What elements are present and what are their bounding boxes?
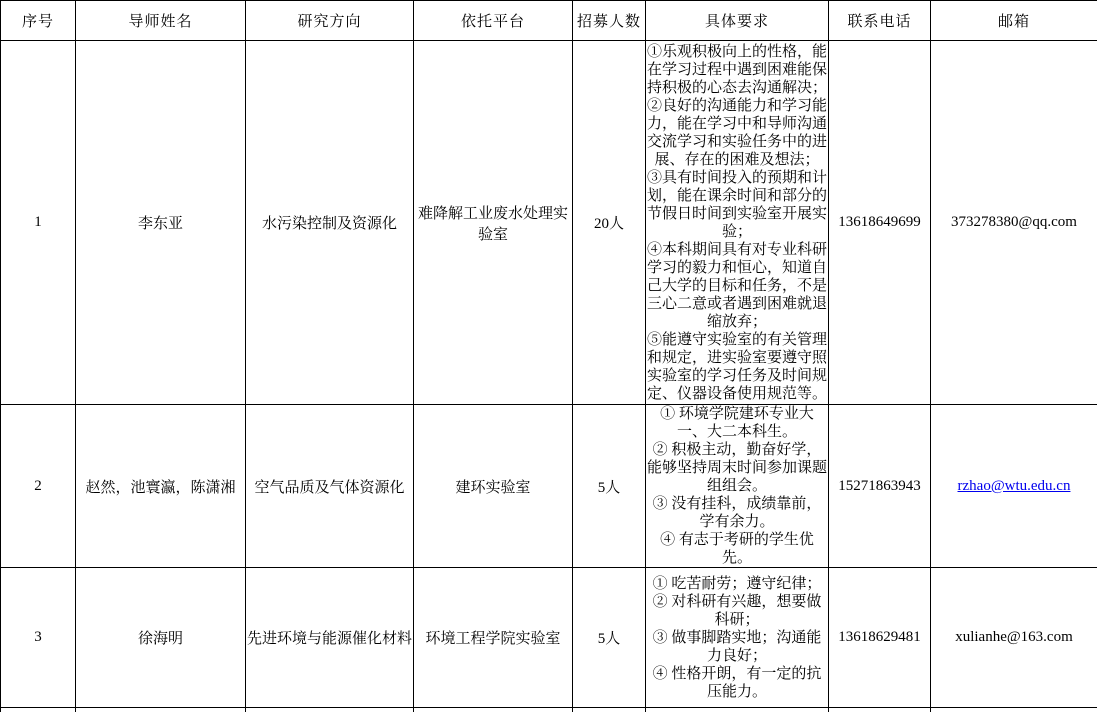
requirement-item: ① 环境学院建环专业大一、大二本科生。: [660, 406, 814, 440]
header-email: 邮箱: [931, 1, 1097, 41]
requirement-item: ①乐观积极向上的性格，能在学习过程中遇到困难能保持积极的心态去沟通解决；: [646, 43, 827, 96]
header-index: 序号: [1, 1, 76, 41]
cell-platform: 环境工程学院实验室: [414, 568, 573, 708]
cell-index: 2: [1, 405, 76, 568]
requirement-item: ③ 做事脚踏实地；沟通能力良好；: [652, 629, 822, 664]
requirement-item: ① 吃苦耐劳；遵守纪律；: [652, 575, 822, 592]
requirement-item: ④本科期间具有对专业科研学习的毅力和恒心，知道自己大学的目标和任务，不是三心二意或者遇到困难就退缩放弃；: [646, 241, 827, 330]
cell-phone: 15271863943: [829, 405, 931, 568]
partial-next-row: [1, 708, 1097, 712]
requirement-item: ③ 没有挂科，成绩靠前，学有余力。: [652, 496, 822, 530]
email-link[interactable]: rzhao@wtu.edu.cn: [957, 477, 1071, 494]
cell-index: 3: [1, 568, 76, 708]
cell-mentor-name: 赵然，池寰瀛，陈潇湘: [76, 405, 246, 568]
requirement-item: ③具有时间投入的预期和计划，能在课余时间和部分的节假日时间到实验室开展实验；: [646, 169, 827, 240]
cell-phone: 13618629481: [829, 568, 931, 708]
requirement-item: ② 积极主动，勤奋好学，能够坚持周末时间参加课题组组会。: [646, 442, 827, 494]
table-row: [1, 405, 1097, 568]
cell-email: [931, 405, 1097, 568]
cell-platform: 建环实验室: [414, 405, 573, 568]
cell-research-direction: 空气品质及气体资源化: [246, 405, 414, 568]
cell-quota: 20人: [573, 41, 646, 405]
requirement-item: ④ 性格开朗，有一定的抗压能力。: [652, 665, 822, 700]
cell-mentor-name: 徐海明: [76, 568, 246, 708]
header-phone: 联系电话: [829, 1, 931, 41]
cell-phone: 13618649699: [829, 41, 931, 405]
table-row: [1, 41, 1097, 405]
cell-quota: 5人: [573, 405, 646, 568]
header-requirements: 具体要求: [646, 1, 829, 41]
cell-index: 1: [1, 41, 76, 405]
cell-requirements: [646, 41, 829, 405]
cell-research-direction: 先进环境与能源催化材料: [246, 568, 414, 708]
cell-quota: 5人: [573, 568, 646, 708]
requirement-item: ⑤能遵守实验室的有关管理和规定，进实验室要遵守照实验室的学习任务及时间规定、仪器设备使用规范等。: [646, 331, 827, 402]
cell-email: [931, 41, 1097, 405]
cell-platform: 难降解工业废水处理实验室: [414, 41, 573, 405]
requirement-item: ② 对科研有兴趣，想要做科研；: [652, 593, 822, 628]
requirement-item: ④ 有志于考研的学生优先。: [660, 532, 814, 566]
header-quota: 招募人数: [573, 1, 646, 41]
cell-research-direction: 水污染控制及资源化: [246, 41, 414, 405]
table-row: [1, 568, 1097, 708]
cell-mentor-name: 李东亚: [76, 41, 246, 405]
header-mentor-name: 导师姓名: [76, 1, 246, 41]
requirement-item: ②良好的沟通能力和学习能力，能在学习中和导师沟通交流学习和实验任务中的进展、存在的困难及想法；: [646, 97, 827, 168]
cell-requirements: [646, 405, 829, 568]
cell-requirements: [646, 568, 829, 708]
header-platform: 依托平台: [414, 1, 573, 41]
cell-email: xulianhe@163.com: [931, 568, 1097, 708]
header-row: [1, 1, 1097, 41]
header-research-direction: 研究方向: [246, 1, 414, 41]
email-text: 373278380@qq.com: [951, 214, 1077, 230]
